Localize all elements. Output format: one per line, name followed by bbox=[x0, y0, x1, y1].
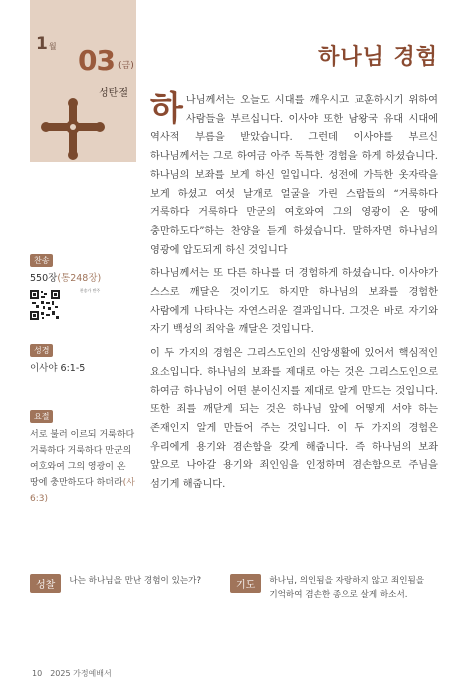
reflection-tag: 성찰 bbox=[30, 574, 61, 593]
verse-text: 서로 불러 이르되 거룩하다 거룩하다 거룩하다 만군의 여호와여 그의 영광이 온 땅에 충만하도다 하더라(사 6:3) bbox=[30, 430, 135, 504]
paragraph-1: 하나님께서는 오늘도 시대를 깨우시고 교훈하시기 위하여 사람들을 부르십니다. 이사야 또한 남왕국 유대 시대에 역사적 부름을 받았습니다. 그런데 이사야를 부르신 하나님께서는 그로 하여금 아주 독특한 경험을 하게 하셨습니다. 하나님의 보좌를 보게 하신 일입니다. 성전에 가득한 옷자락을 보게 하셨고 여섯 날개로 얼굴을 가린 스랍들의 “거룩하다 거룩하다 거룩하다 만군의 여호와여 그의 영광이 온 땅에 충만하도다”하는 찬양을 듣게 하셨습니다. 말하자면 하나님의 영광에 압도되게 하신 것입니다 bbox=[150, 89, 438, 256]
day-number: 03 bbox=[78, 44, 115, 77]
reflection-box bbox=[30, 574, 220, 593]
verse-ref: (사 6:3) bbox=[30, 478, 135, 504]
paragraph-3: 이 두 가지의 경험은 그리스도인의 신앙생활에 있어서 핵심적인 요소입니다. 하나님의 보좌를 제대로 아는 것은 그리스도인으로 하여금 하나님이 어떤 분이신지를 제대로 알게 만드는 것입니다. 또한 죄를 깨닫게 되는 것은 하나님 앞에 어떻게 서야 하는 존재인지 알게 만들어 주는 것입니다. 이 두 가지의 경험은 우리에게 용기와 겸손함을 갖게 해줍니다. 즉 하나님의 보좌 앞으로 나아갈 용기와 죄인임을 인정하며 겸손함으로 주님을 섬기게 해줍니다. bbox=[150, 348, 438, 491]
book-title: 2025 가정예배서 bbox=[50, 669, 112, 678]
hymn-section bbox=[30, 248, 138, 324]
devotional-body bbox=[150, 89, 438, 500]
qr-block bbox=[30, 284, 138, 324]
qr-code-icon[interactable] bbox=[30, 290, 60, 320]
prayer-box bbox=[230, 574, 440, 602]
hymn-tag: 찬송 bbox=[30, 254, 53, 267]
feast-label: 성탄절 bbox=[99, 88, 128, 99]
prayer-text: 하나님, 의인됨을 자랑하지 않고 죄인됨을 기억하여 겸손한 종으로 살게 하소서. bbox=[269, 576, 425, 600]
month: 1월 bbox=[36, 34, 57, 54]
date-header bbox=[30, 0, 136, 162]
verse-section bbox=[30, 404, 138, 507]
scripture-tag: 성경 bbox=[30, 344, 53, 357]
scripture-section bbox=[30, 338, 138, 374]
prayer-tag: 기도 bbox=[230, 574, 261, 593]
cross-icon bbox=[38, 98, 108, 160]
qr-label: 찬송가 반주 bbox=[79, 288, 101, 293]
paragraph-2: 하나님께서는 또 다른 하나를 더 경험하게 하셨습니다. 이사야가 스스로 깨달은 것이기도 하지만 하나님의 보좌를 경험한 사람에게 나타나는 자연스러운 결과입니다. 그것은 바로 자기와 자기 백성의 죄악을 깨달은 것입니다. bbox=[150, 268, 438, 336]
reflection-text: 나는 하나님을 만난 경험이 있는가? bbox=[69, 576, 202, 586]
scripture-value: 이사야 6:1-5 bbox=[30, 363, 86, 374]
page-number: 10 bbox=[32, 669, 43, 678]
page-footer bbox=[32, 668, 112, 679]
verse-tag: 요절 bbox=[30, 410, 53, 423]
weekday: (금) bbox=[118, 61, 134, 71]
drop-cap: 하 bbox=[150, 89, 183, 129]
page-title: 하나님 경험 bbox=[318, 45, 438, 70]
hymn-value: 550장(통248장) bbox=[30, 273, 102, 284]
